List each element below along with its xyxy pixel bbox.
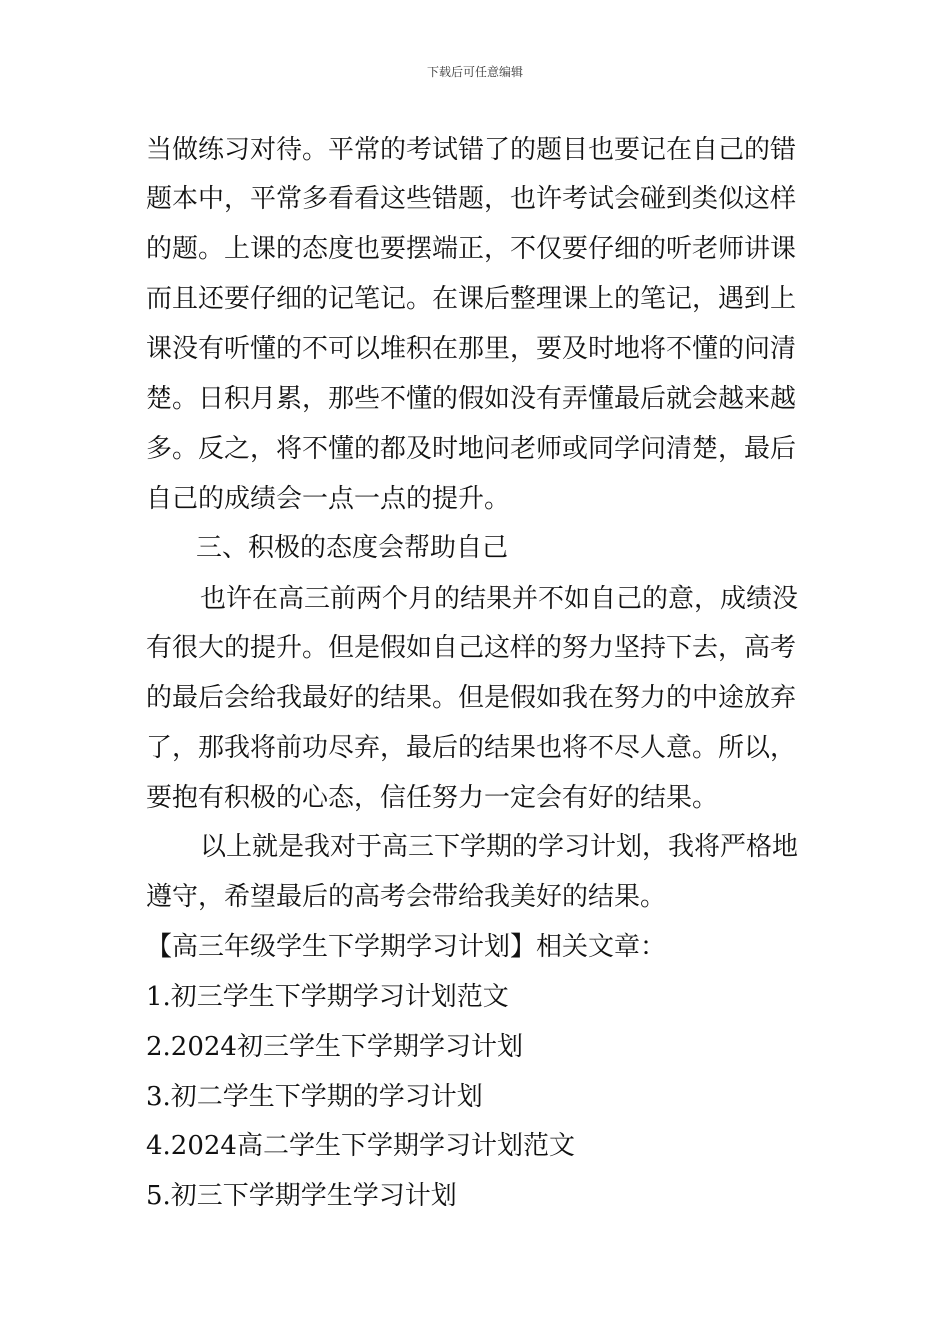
related-article-link[interactable]: 3.初二学生下学期的学习计划 (146, 1082, 483, 1112)
text-line: 了，那我将前功尽弃，最后的结果也将不尽人意。所以， (146, 733, 797, 763)
text-line: 而且还要仔细的记笔记。在课后整理课上的笔记，遇到上 (146, 284, 797, 314)
text-line: 要抱有积极的心态，信任努力一定会有好的结果。 (146, 783, 719, 813)
text-line: 也许在高三前两个月的结果并不如自己的意，成绩没 (200, 584, 799, 614)
text-line: 以上就是我对于高三下学期的学习计划，我将严格地 (200, 832, 799, 862)
text-line: 有很大的提升。但是假如自己这样的努力坚持下去，高考 (146, 633, 797, 663)
text-line: 遵守，希望最后的高考会带给我美好的结果。 (146, 882, 667, 912)
text-line: 多。反之，将不懂的都及时地问老师或同学问清楚，最后 (146, 434, 797, 464)
text-line: 自己的成绩会一点一点的提升。 (146, 484, 511, 514)
text-line: 楚。日积月累，那些不懂的假如没有弄懂最后就会越来越 (146, 384, 797, 414)
text-line: 的最后会给我最好的结果。但是假如我在努力的中途放弃 (146, 683, 797, 713)
page-header: 下载后可任意编辑 (426, 65, 523, 79)
related-article-link[interactable]: 5.初三下学期学生学习计划 (146, 1181, 457, 1211)
text-line: 当做练习对待。平常的考试错了的题目也要记在自己的错 (146, 135, 797, 165)
text-line: 课没有听懂的不可以堆积在那里，要及时地将不懂的问清 (146, 334, 797, 364)
text-line: 题本中，平常多看看这些错题，也许考试会碰到类似这样 (146, 184, 797, 214)
section-title: 三、积极的态度会帮助自己 (196, 533, 509, 563)
related-article-link[interactable]: 1.初三学生下学期学习计划范文 (146, 982, 509, 1012)
related-articles-heading: 【高三年级学生下学期学习计划】相关文章： (146, 932, 667, 962)
text-line: 的题。上课的态度也要摆端正，不仅要仔细的听老师讲课 (146, 234, 797, 264)
related-article-link[interactable]: 4.2024高二学生下学期学习计划范文 (146, 1131, 575, 1161)
related-article-link[interactable]: 2.2024初三学生下学期学习计划 (146, 1032, 523, 1062)
